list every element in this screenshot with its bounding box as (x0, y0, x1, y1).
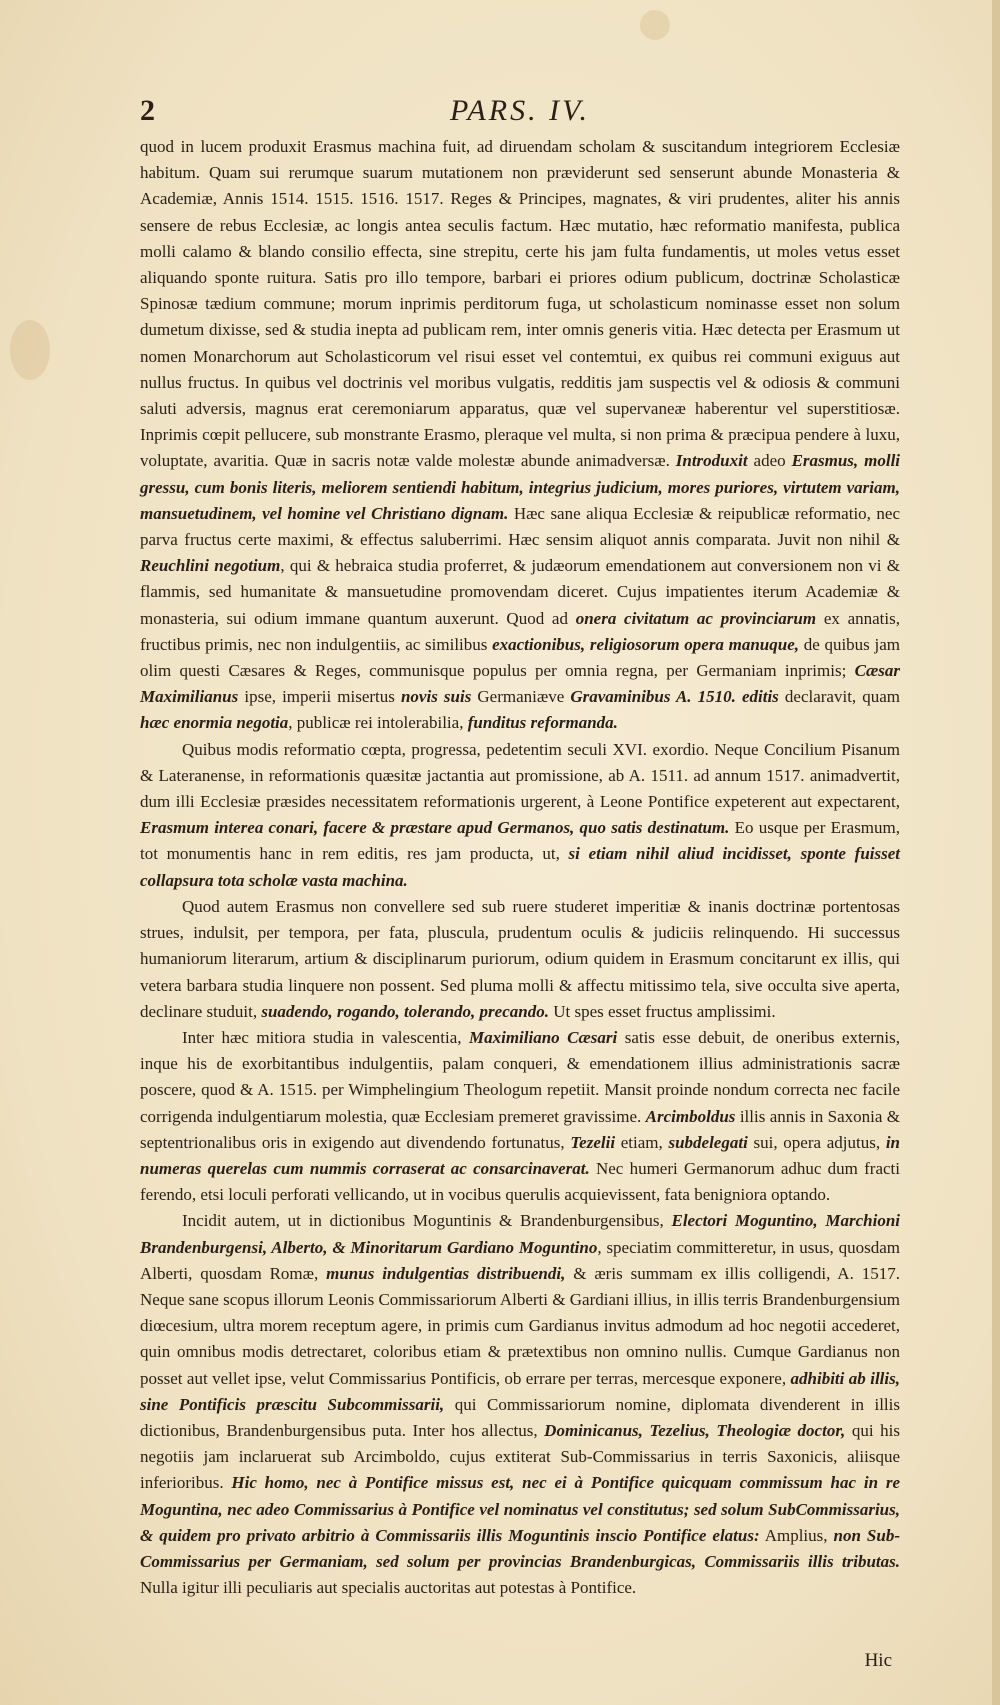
text-run: quod in lucem produxit Erasmus machina fuit, ad diruendam scholam & suscitandum integriorem Ecclesiæ habitum. Quam sui rerumque suarum mutationem non præviderunt sed senserunt abunde Monasteria & Academiæ, Annis 1514. 1515. 1516. 1517. Reges & Principes, magnates, & viri prudentes, aliter his annis sensere de rebus Ecclesiæ, ac longis antea seculis factum. Hæc mutatio, hæc reformatio manifesta, publica molli calamo & blando consilio effecta, sine strepitu, certe his jam fulta fundamentis, ut moles vetus esset aliquando sponte ruitura. Satis pro illo tempore, barbari ei priores odium publicum, doctrinæ Scholasticæ Spinosæ tædium commune; morum inprimis perditorum fuga, ut scholasticum nominasse esset non solum dumetum dixisse, sed & studia inepta ad publicam rem, inter omnis generis vitia. Hæc detecta per Erasmum ut nomen Monarchorum aut Scholasticorum vel risui esset vel contemtui, ex quibus rei communi exiguus aut nullus fructus. In quibus vel doctrinis vel moribus vulgatis, redditis jam suspectis vel & odiosis & communi saluti adversis, magnus erat ceremoniarum apparatus, quæ vel supervaneæ haberentur vel superstitiosæ. Inprimis cœpit pellucere, sub monstrante Erasmo, pleraque vel multa, si non prima & præcipua pendere à luxu, voluptate, avaritia. Quæ in sacris notæ valde molestæ abunde animadversæ. (140, 137, 900, 471)
italic-text: in numeras querelas cum nummis corraserat ac consarcinaverat. (140, 1132, 900, 1178)
italic-text: onera civitatum ac provinciarum (575, 608, 817, 628)
text-run: Inter hæc mitiora studia in valescentia, (182, 1027, 469, 1047)
text-run: etiam, (615, 1132, 669, 1152)
italic-text: Arcimboldus (645, 1106, 736, 1126)
italic-text: Tezelii (570, 1132, 616, 1152)
text-run: Incidit autem, ut in dictionibus Moguntinis & Brandenburgensibus, (182, 1211, 672, 1231)
paragraph (140, 1208, 900, 1601)
text-run: Quibus modis reformatio cœpta, progressa, pedetentim seculi XVI. exordio. Neque Concilium Pisanum & Lateranense, in reformationis quæsitæ jactantia aut promissione, ab A. 1511. ad annum 1517. animadvertit, dum illi Ecclesiæ præsides necessitatem reformationis urgerent, à Leone Pontifice expeterent aut expectarent, (140, 739, 900, 812)
text-run: & æris summam ex illis colligendi, A. 1517. Neque sane scopus illorum Leonis Commissariorum Alberti & Gardiani illius, in illis terris Brandenburgensium diœcesium, ultra morem receptum agere, in primis cum Gardianus invitus admodum ad hoc negotii accederet, quin omnibus modis detrectaret, coloribus etiam & prætextibus non omnino nullis. Cumque Gardianus non posset aut vellet ipse, velut Commissarius Pontificis, ob errare per terras, mercesque exponere, (140, 1263, 900, 1388)
text-run: Hæc sane aliqua Ecclesiæ & reipublicæ reformatio, nec parva fructus certe maximi, & effectus saluberrimi. Hæc sensim aliquot annis comparata. Juvit non nihil & (140, 503, 900, 550)
italic-text: Electori Moguntino, Marchioni Brandenburgensi, Alberto, & Minoritarum Gardiano Moguntino (140, 1211, 901, 1257)
text-run: declaravit, quam (778, 687, 901, 707)
text-run: satis esse debuit, de oneribus externis, inque his de exorbitantibus indulgentiis, palam conqueri, & emendationem illius administrationis sacræ poscere, quod & A. 1515. per Wimphelingium Theologum repetiit. Mansit proinde nondum correcta nec facile corrigenda indulgentiarum molestia, quæ Ecclesiam premeret gravissime. (140, 1027, 900, 1126)
text-run: Quod autem Erasmus non convellere sed sub ruere studeret imperitiæ & inanis doctrinæ portentosas strues, indulsit, per tempora, per fata, pluscula, prudentum oculis & judiciis relinquendo. Hi successus humaniorum literarum, artium & disciplinarum puriorum, odium quidem in Erasmum concitarunt ex illis, qui vetera barbara studia linquere non possent. Sed pluma molli & affectu mitissimo tela, sive occulta sive aperta, declinare studuit, (140, 896, 900, 1021)
paragraph (140, 737, 900, 894)
italic-text: Reuchlini negotium (140, 556, 281, 576)
catchword: Hic (864, 1650, 892, 1671)
text-run: adeo (747, 451, 792, 471)
italic-text: funditus reformanda. (467, 713, 618, 733)
text-run: Germaniæve (471, 687, 571, 707)
foxing-stain (10, 320, 50, 380)
italic-text: Hic homo, nec à Pontifice missus est, nec ei à Pontifice quicquam commissum hac in re Moguntina, nec adeo Commissarius à Pontifice vel nominatus vel constitutus; sed solum SubCommissarius, & quidem pro privato arbitrio à Commissariis illis Moguntinis inscio Pontifice elatus: (140, 1473, 900, 1545)
text-run: , speciatim committeretur, in usus, quosdam Alberti, quosdam Romæ, (140, 1237, 900, 1283)
text-run: de quibus jam olim questi Cæsares & Reges, communisque populus per omnia regna, per Germaniam inprimis; (140, 634, 900, 681)
text-run: , qui & hebraica studia proferret, & judæorum emendationem aut conversionem non vi & flammis, sed humanitate & mansuetudine promovendam diceret. Cujus impatientes iterum Academiæ & monasteria, sui odium immane quantum auxerunt. Quod ad (140, 556, 900, 628)
page-header (140, 94, 900, 134)
italic-text: Erasmus, molli gressu, cum bonis literis, meliorem sentiendi habitum, integrius judicium, mores puriores, virtutem variam, mansuetudinem, vel homine vel Christiano dignam. (140, 451, 901, 523)
text-run: ex annatis, fructibus primis, nec non indulgentiis, ac similibus (140, 608, 900, 654)
page-number: 2 (140, 94, 155, 127)
text-run: qui his negotiis jam inclaruerat sub Arcimboldo, cujus extiterat Sub-Commissarius in terris Saxonicis, aliisque inferioribus. (140, 1420, 901, 1493)
text-run: Eo usque per Erasmum, tot monumentis hanc in rem editis, res jam producta, ut, (140, 818, 901, 864)
italic-text: non Sub-Commissarius per Germaniam, sed solum per provincias Brandenburgicas, Commissariis illis tributas. (140, 1525, 901, 1571)
italic-text: munus indulgentias distribuendi, (326, 1263, 566, 1283)
text-run: Amplius, (759, 1525, 834, 1545)
running-title: PARS. IV. (449, 94, 591, 127)
italic-text: Dominicanus, Tezelius, Theologiæ doctor, (544, 1420, 846, 1440)
text-run: illis annis in Saxonia & septentrionalibus oris in exigendo aut divendendo fortunatus, (140, 1106, 901, 1152)
italic-text: Gravaminibus A. 1510. editis (570, 687, 779, 707)
italic-text: novis suis (400, 687, 472, 707)
paragraph (140, 1025, 900, 1208)
text-run: ipse, imperii misertus (238, 687, 401, 707)
paragraph (140, 894, 900, 1025)
italic-text: exactionibus, religiosorum opera manuque, (492, 634, 800, 654)
text-run: qui Commissariorum nomine, diplomata divenderent in illis dictionibus, Brandenburgensibus puta. Inter hos allectus, (140, 1394, 900, 1440)
italic-text: Maximiliano Cæsari (469, 1027, 618, 1047)
text-run: Nec humeri Germanorum adhuc dum fracti ferendo, etsi loculi perforati vellicando, ut in vocibus querulis acquievissent, fata benigniora optando. (140, 1158, 900, 1205)
text-run: , publicæ rei intolerabilia, (288, 713, 468, 733)
paragraph (140, 134, 900, 737)
italic-text: adhibiti ab illis, sine Pontificis præscitu Subcommissarii, (140, 1368, 900, 1414)
text-run: Ut spes esset fructus amplissimi. (548, 1001, 776, 1021)
text-run: sui, opera adjutus, (747, 1132, 886, 1152)
foxing-stain (640, 10, 670, 40)
italic-text: Erasmum interea conari, facere & præstare apud Germanos, quo satis destinatum. (140, 818, 730, 838)
italic-text: hæc enormia negotia (140, 713, 289, 733)
italic-text: Introduxit (675, 451, 748, 471)
text-run: Nulla igitur illi peculiaris aut specialis auctoritas aut potestas à Pontifice. (140, 1578, 637, 1598)
italic-text: subdelegati (668, 1132, 748, 1152)
italic-text: si etiam nihil aliud incidisset, sponte fuisset collapsura tota scholæ vasta machina. (140, 844, 900, 890)
italic-text: Cæsar Maximilianus (140, 661, 900, 707)
italic-text: suadendo, rogando, tolerando, precando. (261, 1001, 549, 1021)
body-text (140, 134, 900, 1601)
